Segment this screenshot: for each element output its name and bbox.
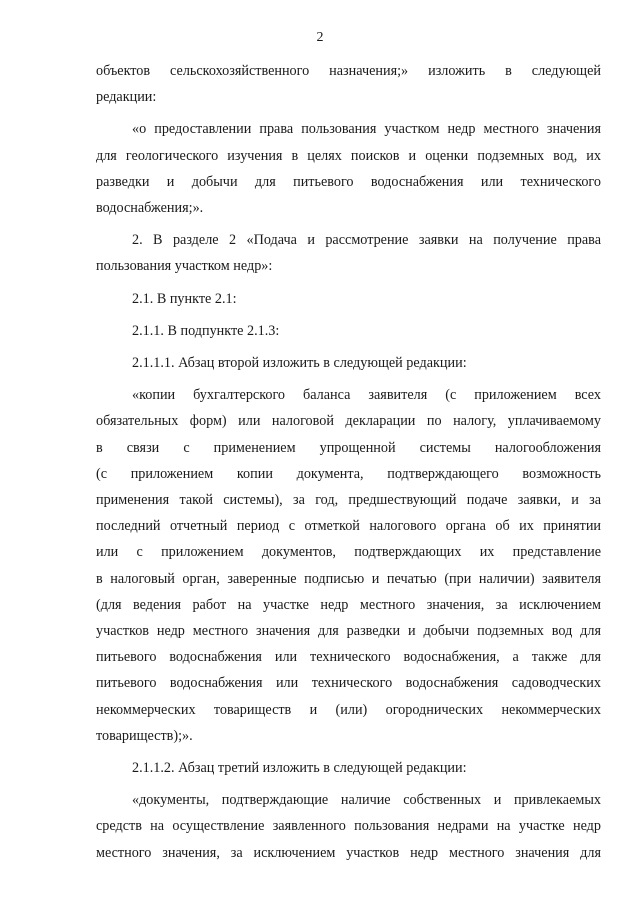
text-line: местного значения, за исключением участков недр местного значения для [96,844,601,861]
text-line: для геологического изучения в целях поисков и оценки подземных вод, их [96,147,601,164]
paragraph [96,382,601,749]
paragraph [96,227,601,279]
text-line: некоммерческих товариществ и (или) огороднических некоммерческих [96,701,601,718]
text-line: последний отчетный период с отметкой налогового органа об их принятии [96,518,601,535]
text-line: «о предоставлении права пользования участком недр местного значения [132,121,601,138]
paragraph [96,58,601,110]
text-line: товариществ);». [96,727,193,744]
text-line: (для ведения работ на участке недр местного значения, за исключением [96,596,601,613]
text-line: редакции: [96,89,157,106]
text-line: объектов сельскохозяйственного назначения;» изложить в следующей [96,63,601,79]
text-line: «копии бухгалтерского баланса заявителя (с приложением всех [132,387,601,404]
text-line: средств на осуществление заявленного пользования недрами на участке недр [96,818,601,835]
paragraph [96,286,601,312]
paragraph [96,755,601,781]
text-line: «документы, подтверждающие наличие собственных и привлекаемых [132,792,601,809]
text-line: питьевого водоснабжения или технического водоснабжения садоводческих [96,675,601,692]
text-line: 2.1.1.2. Абзац третий изложить в следующей редакции: [132,760,467,777]
text-line: участков недр местного значения для разведки и добычи подземных вод для [96,623,601,640]
text-line: 2.1. В пункте 2.1: [132,290,237,307]
text-line: 2.1.1. В подпункте 2.1.3: [132,322,280,339]
text-line: обязательных форм) или налоговой декларации по налогу, уплачиваемому [96,413,601,430]
text-line: разведки и добычи для питьевого водоснабжения или технического [96,173,601,190]
text-line: 2. В разделе 2 «Подача и рассмотрение заявки на получение права [132,232,601,249]
text-line: (с приложением копии документа, подтверждающего возможность [96,465,601,482]
text-line: в связи с применением упрощенной системы налогообложения [96,439,601,456]
document-body [96,58,601,866]
text-line: в налоговый орган, заверенные подписью и печатью (при наличии) заявителя [96,570,601,587]
text-line: питьевого водоснабжения или технического водоснабжения, а также для [96,649,601,666]
text-line: применения такой системы), за год, предшествующий подаче заявки, и за [96,492,601,509]
paragraph [96,318,601,344]
text-line: пользования участком недр»: [96,258,273,275]
paragraph [96,787,601,866]
text-line: 2.1.1.1. Абзац второй изложить в следующей редакции: [132,355,467,372]
text-line: или с приложением документов, подтверждающих их представление [96,544,601,561]
paragraph [96,116,601,221]
text-line: водоснабжения;». [96,200,204,217]
paragraph [96,350,601,376]
page-number: 2 [316,30,324,45]
